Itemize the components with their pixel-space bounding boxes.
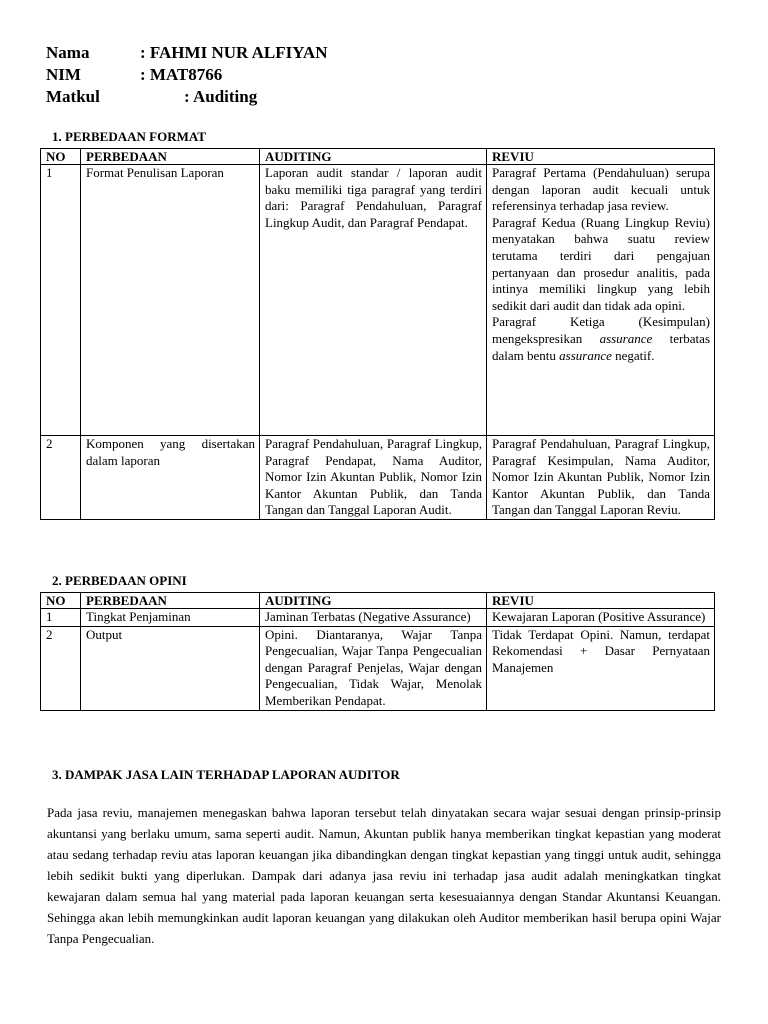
- reviu-paragraph-2: Paragraf Kedua (Ruang Lingkup Reviu) menyatakan bahwa suatu review terutama terdiri dari pengajuan pertanyaan dan prosedur analitis, pada intinya memiliki lingkup yang lebih sedikit dari audit dan tidak ada opini.: [492, 214, 710, 313]
- cell-perbedaan: Komponen yang disertakan dalam laporan: [81, 436, 260, 520]
- table-row: [41, 436, 715, 520]
- header-reviu: REVIU: [487, 593, 715, 609]
- table-header-row: [41, 149, 715, 165]
- name-value: : FAHMI NUR ALFIYAN: [140, 43, 328, 62]
- header-no: NO: [41, 593, 81, 609]
- table-row: [41, 165, 715, 436]
- impact-paragraph: Pada jasa reviu, manajemen menegaskan bahwa laporan tersebut telah dinyatakan secara wajar sesuai dengan prinsip-prinsip akuntansi yang berlaku umum, sama seperti audit. Namun, Akuntan publik hanya memberikan tingkat kepastian yang moderat atau sedang terhadap reviu atas laporan keuangan jika dibandingkan dengan tingkat kepastian yang tinggi untuk audit, sehingga lebih sedikit bukti yang diperlukan. Dampak dari adanya jasa reviu ini terhadap jasa audit adalah meningkatkan tingkat kewajaran dalam semua hal yang material pada laporan keuangan serta kesesuaiannya dengan Standar Akuntansi Keuangan. Sehingga akan lebih memungkinkan audit laporan keuangan yang dilakukan oleh Auditor memberikan hasil berupa opini Wajar Tanpa Pengecualian.: [47, 805, 721, 946]
- reviu-p3-text-e: negatif.: [611, 347, 655, 363]
- cell-no: 1: [41, 165, 81, 436]
- nim-value: : MAT8766: [140, 65, 223, 84]
- section-2-title: 2. PERBEDAAN OPINI: [52, 573, 187, 588]
- matkul-value: : Auditing: [184, 87, 258, 106]
- cell-reviu: [487, 165, 715, 436]
- cell-perbedaan: Tingkat Penjaminan: [81, 609, 260, 627]
- reviu-paragraph-3: [492, 314, 710, 364]
- cell-perbedaan: Format Penulisan Laporan: [81, 165, 260, 436]
- header-no: NO: [41, 149, 81, 165]
- cell-auditing: Paragraf Pendahuluan, Paragraf Lingkup, Paragraf Pendapat, Nama Auditor, Nomor Izin Akuntan Publik, Nomor Izin Kantor Akuntan Publik, dan Tanda Tangan dan Tanggal Laporan Audit.: [260, 436, 487, 520]
- cell-reviu: Tidak Terdapat Opini. Namun, terdapat Rekomendasi + Dasar Pernyataan Manajemen: [487, 626, 715, 710]
- header-perbedaan: PERBEDAAN: [81, 149, 260, 165]
- cell-no: 2: [41, 436, 81, 520]
- cell-auditing: Jaminan Terbatas (Negative Assurance): [260, 609, 487, 627]
- header-auditing: AUDITING: [260, 593, 487, 609]
- cell-reviu: Kewajaran Laporan (Positive Assurance): [487, 609, 715, 627]
- reviu-p3-text-c: terbatas dalam bentu: [492, 330, 710, 363]
- reviu-paragraph-1: Paragraf Pertama (Pendahuluan) serupa dengan laporan audit kecuali untuk referensinya terhadap jasa review.: [492, 165, 710, 214]
- table-header-row: [41, 593, 715, 609]
- header-reviu: REVIU: [487, 149, 715, 165]
- cell-perbedaan: Output: [81, 626, 260, 710]
- opinion-differences-table: [40, 592, 715, 711]
- cell-no: 2: [41, 626, 81, 710]
- format-differences-table: [40, 148, 715, 520]
- header-auditing: AUDITING: [260, 149, 487, 165]
- cell-auditing: Opini. Diantaranya, Wajar Tanpa Pengecualian, Wajar Tanpa Pengecualian dengan Paragraf Penjelas, Wajar dengan Pengecualian, Tidak Wajar, Menolak Memberikan Pendapat.: [260, 626, 487, 710]
- reviu-p3-term-1: assurance: [599, 330, 653, 346]
- table-row: [41, 609, 715, 627]
- section-3-title: 3. DAMPAK JASA LAIN TERHADAP LAPORAN AUDITOR: [52, 767, 400, 782]
- cell-auditing: Laporan audit standar / laporan audit baku memiliki tiga paragraf yang terdiri dari: Paragraf Pendahuluan, Paragraf Lingkup Audit, dan Paragraf Pendapat.: [260, 165, 487, 436]
- nim-label: NIM: [46, 65, 81, 84]
- header-perbedaan: PERBEDAAN: [81, 593, 260, 609]
- cell-reviu: Paragraf Pendahuluan, Paragraf Lingkup, Paragraf Kesimpulan, Nama Auditor, Nomor Izin Akuntan Publik, Nomor Izin Kantor Akuntan Publik, dan Tanda Tangan dan Tanggal Laporan Reviu.: [487, 436, 715, 520]
- cell-no: 1: [41, 609, 81, 627]
- table-row: [41, 626, 715, 710]
- reviu-p3-term-2: assurance: [559, 347, 612, 363]
- name-label: Nama: [46, 43, 90, 62]
- matkul-label: Matkul: [46, 87, 100, 106]
- section-1-title: 1. PERBEDAAN FORMAT: [52, 129, 206, 144]
- reviu-p3-text-a: Paragraf Ketiga (Kesimpulan) mengekspresikan: [492, 314, 710, 346]
